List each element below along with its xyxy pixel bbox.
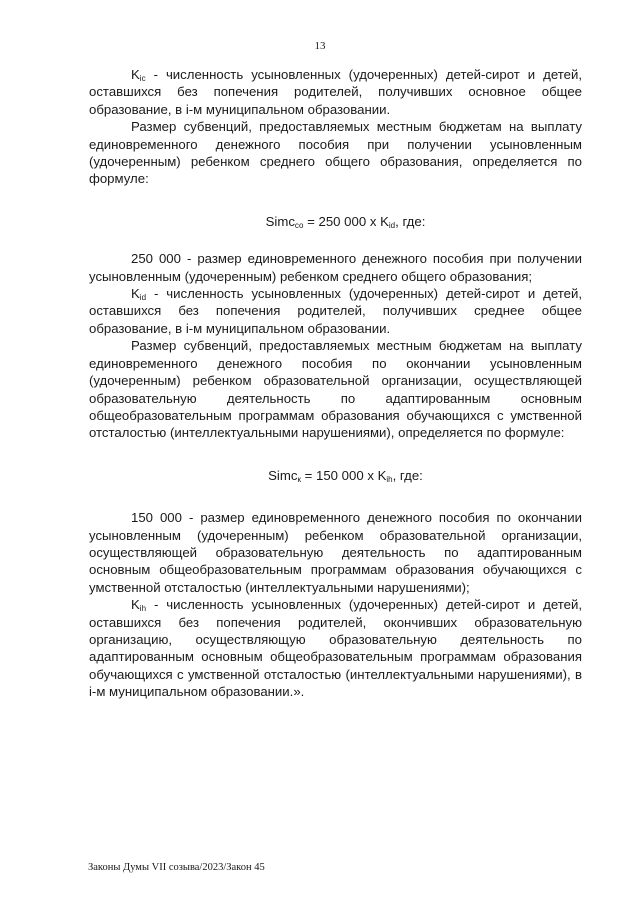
formula-rhs-subscript: ih xyxy=(386,474,393,484)
variable-k: K xyxy=(131,597,140,613)
document-body xyxy=(89,66,582,701)
formula-lhs-subscript: со xyxy=(294,220,304,230)
definition-text: - численность усыновленных (удочеренных) детей-сирот и детей, оставшихся без попечения родителей, получивших среднее общее образование, в i-м муниципальном образовании. xyxy=(89,286,582,336)
definition-text: - численность усыновленных (удочеренных) детей-сирот и детей, оставшихся без попечения родителей, получивших основное общее образование, в i-м муниципальном образовании. xyxy=(89,67,582,117)
formula-rhs-subscript: id xyxy=(388,220,396,230)
variable-k: K xyxy=(131,67,140,82)
formula-tail: , где: xyxy=(392,467,423,483)
formula-adapted xyxy=(89,467,582,484)
variable-subscript: ih xyxy=(139,604,147,614)
page-number: 13 xyxy=(314,40,326,52)
formula-rhs: = 150 000 x K xyxy=(300,467,387,483)
definition-k-ih xyxy=(89,596,582,700)
definition-k-id xyxy=(89,285,582,337)
definition-k-ic xyxy=(89,66,582,118)
variable-k: K xyxy=(131,286,140,302)
amount-definition-250000: 250 000 - размер единовременного денежного пособия при получении усыновленным (удочеренным) ребенком среднего общего образования; xyxy=(89,251,582,284)
definition-text: - численность усыновленных (удочеренных) детей-сирот и детей, оставшихся без попечения родителей, окончивших образовательную организацию, осуществляющую образовательную деятельность по адаптированным основным общеобразовательным программам образования обучающихся с умственной отсталостью (интеллектуальными нарушениями), в i-м муниципальном образовании.». xyxy=(89,597,582,700)
formula-rhs: = 250 000 x K xyxy=(303,213,389,229)
amount-definition-150000: 150 000 - размер единовременного денежного пособия по окончании усыновленным (удочеренным) ребенком образовательной организации, осуществляющей образовательную деятельность по адаптированным основным общеобразовательным программам образования обучающихся с умственной отсталостью (интеллектуальными нарушениями); xyxy=(89,510,582,595)
formula-lhs-subscript: к xyxy=(297,474,301,484)
subvention-paragraph-secondary: Размер субвенций, предоставляемых местным бюджетам на выплату единовременного денежного пособия при получении усыновленным (удочеренным) ребенком среднего общего образования, определяется по формуле: xyxy=(89,119,582,187)
formula-secondary xyxy=(89,213,582,230)
formula-tail: , где: xyxy=(395,213,426,229)
subvention-paragraph-adapted: Размер субвенций, предоставляемых местным бюджетам на выплату единовременного денежного пособия по окончании усыновленным (удочеренным) ребенком образовательной организации, осуществляющей образовательную деятельность по адаптированным основным общеобразовательным программам образования обучающихся с умственной отсталостью (интеллектуальными нарушениями), определяется по формуле: xyxy=(89,338,582,441)
formula-lhs: Simc xyxy=(268,467,298,483)
variable-subscript: id xyxy=(139,293,147,303)
variable-subscript: ic xyxy=(139,74,146,83)
formula-lhs: Simc xyxy=(265,213,295,229)
document-footer: Законы Думы VII созыва/2023/Закон 45 xyxy=(88,862,265,873)
